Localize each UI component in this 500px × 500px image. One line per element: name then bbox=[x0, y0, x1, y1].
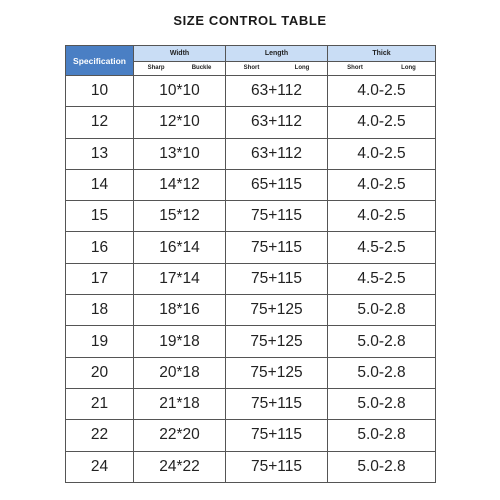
table-row bbox=[66, 451, 436, 482]
header-length-long: Long bbox=[294, 65, 310, 72]
cell-specification: 15 bbox=[66, 201, 134, 232]
table-row bbox=[66, 295, 436, 326]
cell-length: 75+125 bbox=[226, 295, 328, 326]
header-thick-short: Short bbox=[347, 65, 363, 72]
cell-width: 22*20 bbox=[134, 420, 226, 451]
table-row bbox=[66, 201, 436, 232]
cell-width: 19*18 bbox=[134, 326, 226, 357]
cell-specification: 20 bbox=[66, 357, 134, 388]
cell-length: 65+115 bbox=[226, 169, 328, 200]
page-title: SIZE CONTROL TABLE bbox=[173, 13, 327, 28]
header-width: Width bbox=[134, 46, 226, 62]
cell-length: 63+112 bbox=[226, 138, 328, 169]
header-width-sharp: Sharp bbox=[147, 65, 165, 72]
cell-specification: 17 bbox=[66, 263, 134, 294]
cell-thick: 5.0-2.8 bbox=[328, 388, 436, 419]
cell-width: 20*18 bbox=[134, 357, 226, 388]
cell-thick: 5.0-2.8 bbox=[328, 357, 436, 388]
cell-width: 15*12 bbox=[134, 201, 226, 232]
cell-width: 13*10 bbox=[134, 138, 226, 169]
header-thick-long: Long bbox=[401, 65, 416, 72]
cell-width: 14*12 bbox=[134, 169, 226, 200]
cell-thick: 5.0-2.8 bbox=[328, 295, 436, 326]
cell-length: 75+115 bbox=[226, 451, 328, 482]
cell-width: 18*16 bbox=[134, 295, 226, 326]
cell-length: 75+115 bbox=[226, 420, 328, 451]
header-specification: Specification bbox=[66, 46, 134, 76]
header-length: Length bbox=[226, 46, 328, 62]
cell-thick: 5.0-2.8 bbox=[328, 451, 436, 482]
header-width-buckle: Buckle bbox=[191, 65, 212, 72]
cell-length: 75+125 bbox=[226, 326, 328, 357]
table-row bbox=[66, 232, 436, 263]
table-row bbox=[66, 326, 436, 357]
cell-width: 16*14 bbox=[134, 232, 226, 263]
cell-thick: 4.0-2.5 bbox=[328, 107, 436, 138]
cell-length: 75+115 bbox=[226, 263, 328, 294]
header-thick: Thick bbox=[328, 46, 436, 62]
table-row bbox=[66, 107, 436, 138]
table-row bbox=[66, 76, 436, 107]
cell-thick: 4.0-2.5 bbox=[328, 138, 436, 169]
cell-specification: 24 bbox=[66, 451, 134, 482]
size-control-table bbox=[65, 45, 436, 483]
cell-specification: 19 bbox=[66, 326, 134, 357]
cell-length: 75+125 bbox=[226, 357, 328, 388]
cell-specification: 10 bbox=[66, 76, 134, 107]
cell-thick: 4.5-2.5 bbox=[328, 232, 436, 263]
cell-length: 63+112 bbox=[226, 107, 328, 138]
cell-thick: 5.0-2.8 bbox=[328, 326, 436, 357]
table-row bbox=[66, 388, 436, 419]
cell-width: 12*10 bbox=[134, 107, 226, 138]
cell-width: 17*14 bbox=[134, 263, 226, 294]
cell-width: 24*22 bbox=[134, 451, 226, 482]
cell-specification: 22 bbox=[66, 420, 134, 451]
cell-thick: 5.0-2.8 bbox=[328, 420, 436, 451]
cell-specification: 16 bbox=[66, 232, 134, 263]
table-row bbox=[66, 138, 436, 169]
cell-thick: 4.0-2.5 bbox=[328, 201, 436, 232]
header-length-sub bbox=[226, 61, 328, 75]
cell-specification: 14 bbox=[66, 169, 134, 200]
cell-specification: 18 bbox=[66, 295, 134, 326]
cell-thick: 4.0-2.5 bbox=[328, 169, 436, 200]
cell-specification: 12 bbox=[66, 107, 134, 138]
cell-thick: 4.0-2.5 bbox=[328, 76, 436, 107]
cell-length: 75+115 bbox=[226, 388, 328, 419]
header-length-short: Short bbox=[243, 65, 260, 72]
table-row bbox=[66, 169, 436, 200]
table-row bbox=[66, 263, 436, 294]
cell-length: 63+112 bbox=[226, 76, 328, 107]
table-row bbox=[66, 357, 436, 388]
cell-length: 75+115 bbox=[226, 201, 328, 232]
cell-specification: 13 bbox=[66, 138, 134, 169]
cell-width: 10*10 bbox=[134, 76, 226, 107]
header-width-sub bbox=[134, 61, 226, 75]
cell-specification: 21 bbox=[66, 388, 134, 419]
cell-thick: 4.5-2.5 bbox=[328, 263, 436, 294]
cell-width: 21*18 bbox=[134, 388, 226, 419]
table-row bbox=[66, 420, 436, 451]
header-thick-sub bbox=[328, 61, 436, 75]
cell-length: 75+115 bbox=[226, 232, 328, 263]
